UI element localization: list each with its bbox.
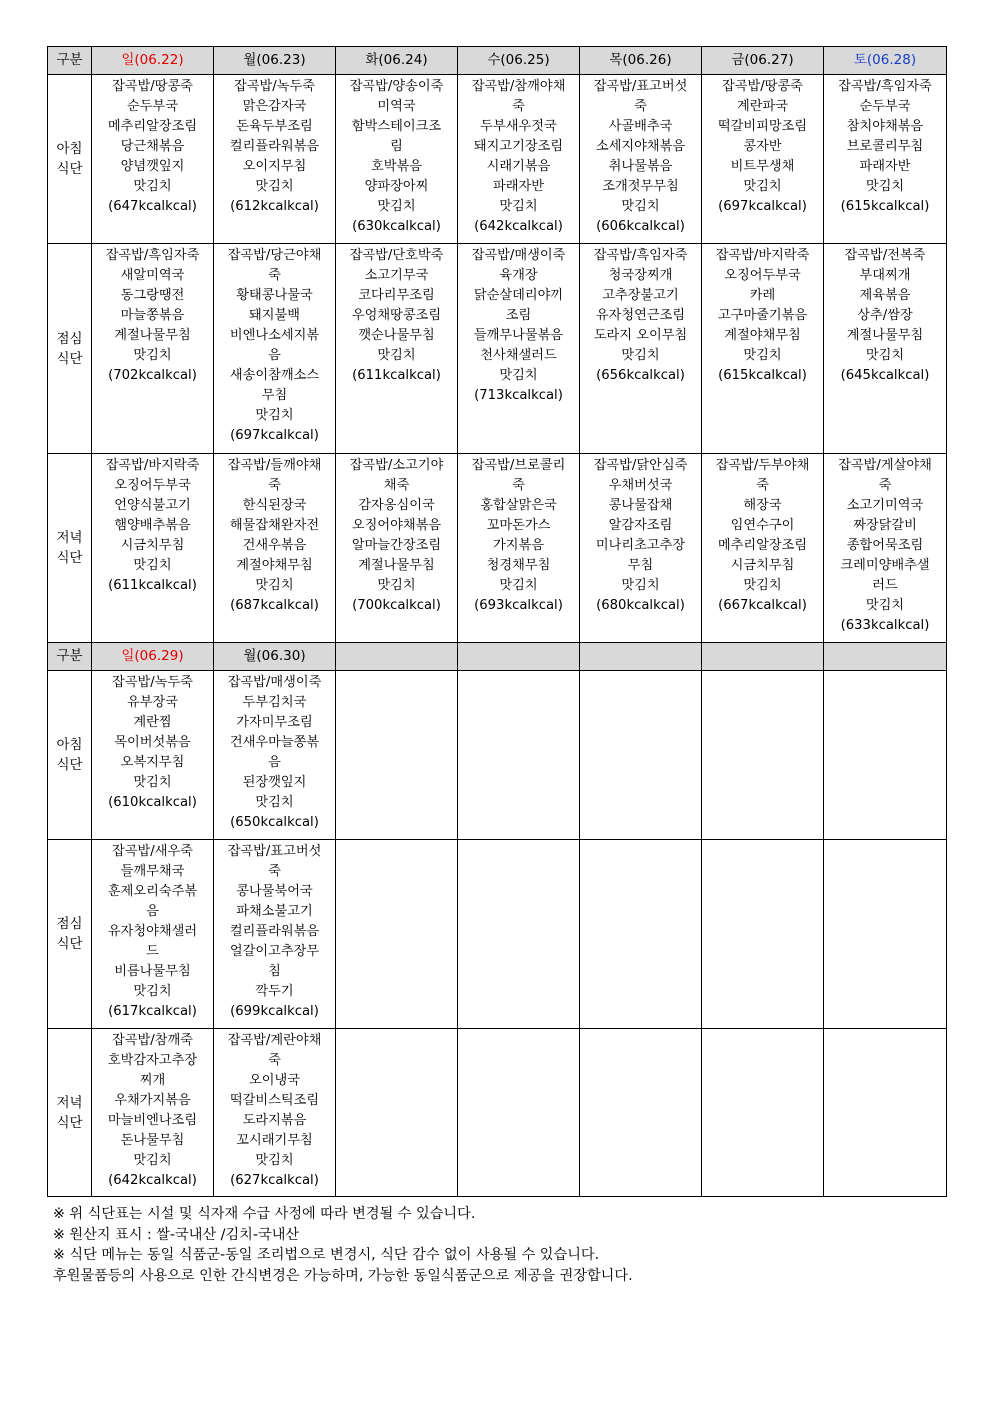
meal-plan-table [47,46,947,1197]
menu-item: (606kcalkcal) [596,219,685,234]
menu-cell [580,671,702,840]
menu-item: 오징어두부국 [724,268,801,283]
menu-item: 시금치무침 [120,538,185,553]
menu-item: 콩나물잡채 [608,498,673,513]
menu-item: 무침 [261,388,288,403]
menu-cell [336,840,458,1029]
menu-cell [458,1029,580,1197]
menu-item: (700kcalkcal) [352,598,441,613]
menu-item: 맛김치 [133,984,172,999]
menu-cell [702,75,824,244]
menu-item: 무침 [627,558,654,573]
menu-item: 파래자반 [859,159,911,174]
menu-item: 잡곡밥/흑임자죽 [838,79,932,94]
menu-item: 소세지야채볶음 [595,139,686,154]
menu-item: (612kcalkcal) [230,199,319,214]
menu-item: 상추/쌈장 [857,308,913,323]
menu-item: 잡곡밥/녹두죽 [112,675,193,690]
menu-cell [214,840,336,1029]
menu-item: 음 [268,348,281,363]
menu-cell [458,244,580,454]
menu-item: (680kcalkcal) [596,598,685,613]
menu-item: 소고기무국 [364,268,429,283]
menu-item: 잡곡밥/단호박죽 [349,248,444,263]
menu-item: (642kcalkcal) [108,1173,197,1188]
menu-item: (615kcalkcal) [718,368,807,383]
menu-cell [336,75,458,244]
menu-cell [702,671,824,840]
menu-item: 알마늘간장조림 [351,538,442,553]
menu-item: 한식된장국 [242,498,307,513]
day-header: 금(06.27) [702,47,824,75]
meal-row [48,75,947,244]
menu-cell [824,75,947,244]
menu-item: 컬리플라워볶음 [229,139,320,154]
menu-item: 드 [146,944,159,959]
menu-item: 해물잡채완자전 [229,518,320,533]
meal-label: 점심 식단 [48,840,92,1029]
menu-item: 잡곡밥/브로콜리 [471,458,566,473]
menu-item: 코다리무조림 [358,288,435,303]
menu-item: 잡곡밥/소고기야 [349,458,444,473]
menu-item: 맛김치 [621,199,660,214]
menu-item: 조림 [505,308,532,323]
menu-item: (617kcalkcal) [108,1004,197,1019]
menu-item: 잡곡밥/계란야채 [227,1033,322,1048]
menu-item: 메추리알장조림 [107,119,198,134]
menu-item: (713kcalkcal) [474,388,563,403]
menu-item: 맛김치 [133,558,172,573]
menu-item: 잡곡밥/들깨야채 [227,458,322,473]
menu-item: 우엉채땅콩조림 [351,308,442,323]
menu-cell [92,671,214,840]
menu-item: 죽 [268,1053,281,1068]
menu-cell [214,244,336,454]
menu-item: 순두부국 [859,99,911,114]
menu-cell [702,244,824,454]
menu-item: 계절야채무침 [236,558,313,573]
meal-row [48,244,947,454]
menu-item: 당근채볶음 [120,139,185,154]
meal-label: 저녁 식단 [48,1029,92,1197]
menu-item: 맛김치 [865,598,905,613]
menu-cell [824,840,947,1029]
menu-item: 훈제오리숙주볶 [107,884,198,899]
menu-item: 미역국 [377,99,416,114]
menu-cell [824,244,947,454]
menu-item: 유자청연근조림 [595,308,686,323]
menu-item: 언양식불고기 [114,498,191,513]
menu-item: (610kcalkcal) [108,795,197,810]
menu-item: 청경채무침 [486,558,551,573]
menu-item: 잡곡밥/녹두죽 [234,79,315,94]
menu-item: 청국장찌개 [608,268,673,283]
menu-item: 황태콩나물국 [236,288,313,303]
menu-item: 오징어두부국 [114,478,191,493]
menu-item: 시금치무침 [730,558,795,573]
meal-row [48,454,947,643]
menu-item: (656kcalkcal) [596,368,685,383]
menu-item: (633kcalkcal) [840,618,930,633]
menu-item: 잡곡밥/바지락죽 [105,458,200,473]
day-header-empty [702,643,824,671]
menu-item: 잡곡밥/표고버섯 [593,79,688,94]
menu-item: 두부새우젓국 [480,119,557,134]
menu-item: 임연수구이 [730,518,795,533]
menu-item: 맛김치 [133,775,172,790]
menu-item: 파래자반 [493,179,544,194]
menu-item: 돼지고기장조림 [473,139,564,154]
menu-cell [702,454,824,643]
menu-item: 계란파국 [737,99,788,114]
menu-item: 죽 [268,478,281,493]
menu-item: 제육볶음 [859,288,911,303]
menu-item: 잡곡밥/표고버섯 [227,844,322,859]
menu-item: 콩나물북어국 [236,884,313,899]
note-snack: 후원물품등의 사용으로 인한 간식변경은 가능하며, 가능한 동일식품군으로 제공을 권장합니다. [53,1267,633,1284]
menu-item: 채죽 [383,478,410,493]
menu-item: 소고기미역국 [846,498,924,513]
meal-label: 아침 식단 [48,671,92,840]
menu-item: 콩자반 [743,139,782,154]
menu-item: 계절야채무침 [724,328,801,343]
menu-item: 도라지 오이무침 [593,328,688,343]
menu-item: 맛김치 [255,179,294,194]
menu-item: 맛김치 [377,578,416,593]
menu-item: 양념깻잎지 [120,159,185,174]
menu-item: 맛김치 [377,348,416,363]
menu-item: 짜장닭갈비 [853,518,917,533]
menu-item: 들깨무채국 [120,864,185,879]
menu-cell [458,454,580,643]
day-header: 월(06.23) [214,47,336,75]
menu-item: 돈나물무침 [120,1133,185,1148]
menu-item: 잡곡밥/흑임자죽 [105,248,200,263]
menu-cell [458,75,580,244]
day-header-empty [580,643,702,671]
menu-item: 오징어야채볶음 [351,518,442,533]
menu-item: 죽 [878,478,892,493]
menu-item: 맛김치 [743,179,782,194]
menu-item: 취나물볶음 [608,159,673,174]
menu-item: 동그랑땡전 [120,288,185,303]
menu-cell [580,454,702,643]
menu-item: 죽 [512,478,525,493]
menu-item: 고구마줄기볶음 [717,308,808,323]
note-change: ※ 위 식단표는 시설 및 식자재 수급 사정에 따라 변경될 수 있습니다. [53,1206,476,1222]
menu-item: 유자청야채샐러 [107,924,198,939]
menu-item: 양파장아찌 [364,179,429,194]
menu-cell [458,840,580,1029]
menu-cell [336,671,458,840]
menu-item: (627kcalkcal) [230,1173,319,1188]
day-header-empty [824,643,947,671]
menu-item: 계절나물무침 [846,328,924,343]
menu-item: 죽 [512,99,525,114]
menu-item: 우채가지볶음 [114,1093,191,1108]
menu-item: 계란찜 [133,715,172,730]
menu-item: 들깨무나물볶음 [473,328,564,343]
menu-item: (611kcalkcal) [352,368,441,383]
menu-cell [580,244,702,454]
day-header-empty [458,643,580,671]
menu-item: 오이지무침 [242,159,307,174]
day-header-empty [336,643,458,671]
menu-item: 메추리알장조림 [717,538,808,553]
menu-item: 조개젓무무침 [602,179,679,194]
menu-item: 맛김치 [255,578,294,593]
week-header-row [48,643,947,671]
menu-item: 음 [268,755,281,770]
menu-item: 잡곡밥/두부야채 [715,458,810,473]
menu-item: 떡갈비스틱조림 [229,1093,320,1108]
note-substitution: ※ 식단 메뉴는 동일 식품군-동일 조리법으로 변경시, 식단 감수 없이 사용될 수 있습니다. [53,1247,600,1263]
menu-item: 음 [146,904,159,919]
menu-item: 참치야채볶음 [846,119,924,134]
menu-item: 맛김치 [865,179,905,194]
menu-item: 사골배추국 [608,119,673,134]
menu-cell [458,671,580,840]
menu-item: 잡곡밥/땅콩죽 [722,79,803,94]
menu-item: 잡곡밥/닭안심죽 [593,458,688,473]
menu-item: 돼지불백 [249,308,300,323]
header-label: 구분 [48,47,92,75]
meal-row [48,1029,947,1197]
menu-item: 계절나물무침 [114,328,191,343]
menu-item: (693kcalkcal) [474,598,563,613]
menu-item: 미나리초고추장 [595,538,686,553]
menu-item: (699kcalkcal) [230,1004,319,1019]
menu-item: 호박볶음 [371,159,422,174]
menu-item: 잡곡밥/양송이죽 [349,79,444,94]
menu-item: (667kcalkcal) [718,598,807,613]
menu-cell [824,1029,947,1197]
day-header: 월(06.30) [214,643,336,671]
menu-item: 잡곡밥/게살야채 [838,458,932,473]
menu-cell [702,840,824,1029]
menu-item: 맛김치 [743,578,782,593]
menu-item: 새송이참깨소스 [229,368,320,383]
menu-item: 두부김치국 [242,695,307,710]
menu-item: 오복지무침 [120,755,185,770]
menu-item: 떡갈비피망조림 [717,119,808,134]
menu-item: 잡곡밥/참깨야채 [471,79,566,94]
menu-item: 비트무생채 [730,159,795,174]
menu-item: 꼬시래기무침 [236,1133,313,1148]
menu-item: 브로콜리무침 [846,139,924,154]
menu-item: (687kcalkcal) [230,598,319,613]
menu-item: (697kcalkcal) [230,428,319,443]
menu-cell [92,840,214,1029]
menu-cell [580,75,702,244]
menu-item: 맛김치 [255,1153,294,1168]
menu-item: 감자옹심이국 [358,498,435,513]
menu-item: 죽 [268,268,281,283]
menu-item: 얼갈이고추장무 [229,944,320,959]
menu-item: 잡곡밥/새우죽 [112,844,193,859]
menu-item: (647kcalkcal) [108,199,197,214]
menu-cell [580,1029,702,1197]
menu-item: (645kcalkcal) [840,368,930,383]
menu-item: 가자미무조림 [236,715,313,730]
menu-cell [214,75,336,244]
menu-cell [336,454,458,643]
menu-item: 맛김치 [621,578,660,593]
menu-item: 홍합살맑은국 [480,498,557,513]
menu-item: 러드 [872,578,898,593]
menu-item: 오이냉국 [249,1073,300,1088]
menu-item: 잡곡밥/매생이죽 [471,248,566,263]
menu-item: 깍두기 [255,984,294,999]
menu-cell [92,454,214,643]
day-header: 수(06.25) [458,47,580,75]
menu-item: 새알미역국 [120,268,185,283]
menu-item: 고추장불고기 [602,288,679,303]
header-label: 구분 [48,643,92,671]
menu-item: 파채소불고기 [236,904,313,919]
menu-cell [824,671,947,840]
menu-item: 시래기볶음 [486,159,551,174]
menu-item: 알감자조림 [608,518,673,533]
menu-cell [214,454,336,643]
menu-item: 천사채샐러드 [480,348,557,363]
menu-item: 맛김치 [133,348,172,363]
menu-item: 비름나물무침 [114,964,191,979]
menu-item: 림 [390,139,403,154]
menu-item: 맛김치 [865,348,905,363]
menu-item: 맛김치 [499,368,538,383]
menu-item: 맛김치 [255,408,294,423]
notes [53,1204,633,1286]
menu-item: 잡곡밥/참깨죽 [112,1033,193,1048]
menu-item: 유부장국 [127,695,178,710]
menu-cell [336,1029,458,1197]
menu-item: 맛김치 [621,348,660,363]
menu-item: 잡곡밥/흑임자죽 [593,248,688,263]
menu-item: 종합어묵조림 [846,538,924,553]
menu-item: 맛김치 [133,179,172,194]
menu-item: 카레 [749,288,776,303]
menu-item: 순두부국 [127,99,178,114]
menu-item: 해장국 [743,498,782,513]
menu-cell [702,1029,824,1197]
menu-cell [214,671,336,840]
menu-item: (630kcalkcal) [352,219,441,234]
menu-item: 가지볶음 [493,538,544,553]
menu-cell [214,1029,336,1197]
menu-item: 건새우볶음 [242,538,307,553]
menu-item: 목이버섯볶음 [114,735,191,750]
menu-item: 깻순나물무침 [358,328,435,343]
menu-item: 죽 [756,478,769,493]
menu-item: (702kcalkcal) [108,368,197,383]
menu-item: 맛김치 [133,1153,172,1168]
menu-item: 잡곡밥/전복죽 [844,248,926,263]
day-header: 일(06.29) [92,643,214,671]
menu-item: 잡곡밥/땅콩죽 [112,79,193,94]
menu-item: 육개장 [499,268,538,283]
menu-item: 함박스테이크조 [351,119,442,134]
menu-item: 꼬마돈가스 [486,518,551,533]
menu-cell [824,454,947,643]
menu-item: 돈육두부조림 [236,119,313,134]
menu-item: 햄양배추볶음 [114,518,191,533]
menu-item: 건새우마늘쫑볶 [229,735,320,750]
menu-cell [92,1029,214,1197]
meal-label: 아침 식단 [48,75,92,244]
menu-item: 된장깻잎지 [242,775,307,790]
menu-item: 컬리플라워볶음 [229,924,320,939]
menu-item: (615kcalkcal) [840,199,930,214]
menu-item: 비엔나소세지볶 [229,328,320,343]
menu-item: (697kcalkcal) [718,199,807,214]
meal-label: 점심 식단 [48,244,92,454]
menu-cell [92,75,214,244]
day-header: 화(06.24) [336,47,458,75]
menu-item: 마늘비엔나조림 [107,1113,198,1128]
menu-cell [580,840,702,1029]
menu-item: 도라지볶음 [242,1113,307,1128]
menu-item: 잡곡밥/매생이죽 [227,675,322,690]
day-header: 목(06.26) [580,47,702,75]
menu-item: 마늘쫑볶음 [120,308,185,323]
menu-item: 맛김치 [743,348,782,363]
week-header-row [48,47,947,75]
menu-item: 침 [268,964,281,979]
menu-item: 맛김치 [499,578,538,593]
menu-item: 맛김치 [377,199,416,214]
menu-item: 잡곡밥/바지락죽 [715,248,810,263]
menu-item: 찌개 [139,1073,166,1088]
note-origin: ※ 원산지 표시 : 쌀-국내산 /김치-국내산 [53,1226,300,1243]
menu-item: 죽 [634,99,647,114]
menu-cell [92,244,214,454]
menu-cell [336,244,458,454]
menu-item: 맛김치 [499,199,538,214]
menu-item: 우채버섯국 [608,478,673,493]
menu-item: 죽 [268,864,281,879]
menu-item: (650kcalkcal) [230,815,319,830]
meal-label: 저녁 식단 [48,454,92,643]
menu-item: 부대찌개 [859,268,911,283]
meal-row [48,840,947,1029]
meal-row [48,671,947,840]
menu-item: 크레미양배추샐 [840,558,930,573]
menu-item: 맛김치 [255,795,294,810]
menu-item: (642kcalkcal) [474,219,563,234]
menu-item: 잡곡밥/당근야채 [227,248,322,263]
menu-item: 닭순살데리야끼 [473,288,564,303]
menu-item: 계절나물무침 [358,558,435,573]
day-header: 일(06.22) [92,47,214,75]
menu-item: 호박감자고추장 [107,1053,198,1068]
day-header: 토(06.28) [824,47,947,75]
menu-item: 맑은감자국 [242,99,307,114]
menu-item: (611kcalkcal) [108,578,197,593]
